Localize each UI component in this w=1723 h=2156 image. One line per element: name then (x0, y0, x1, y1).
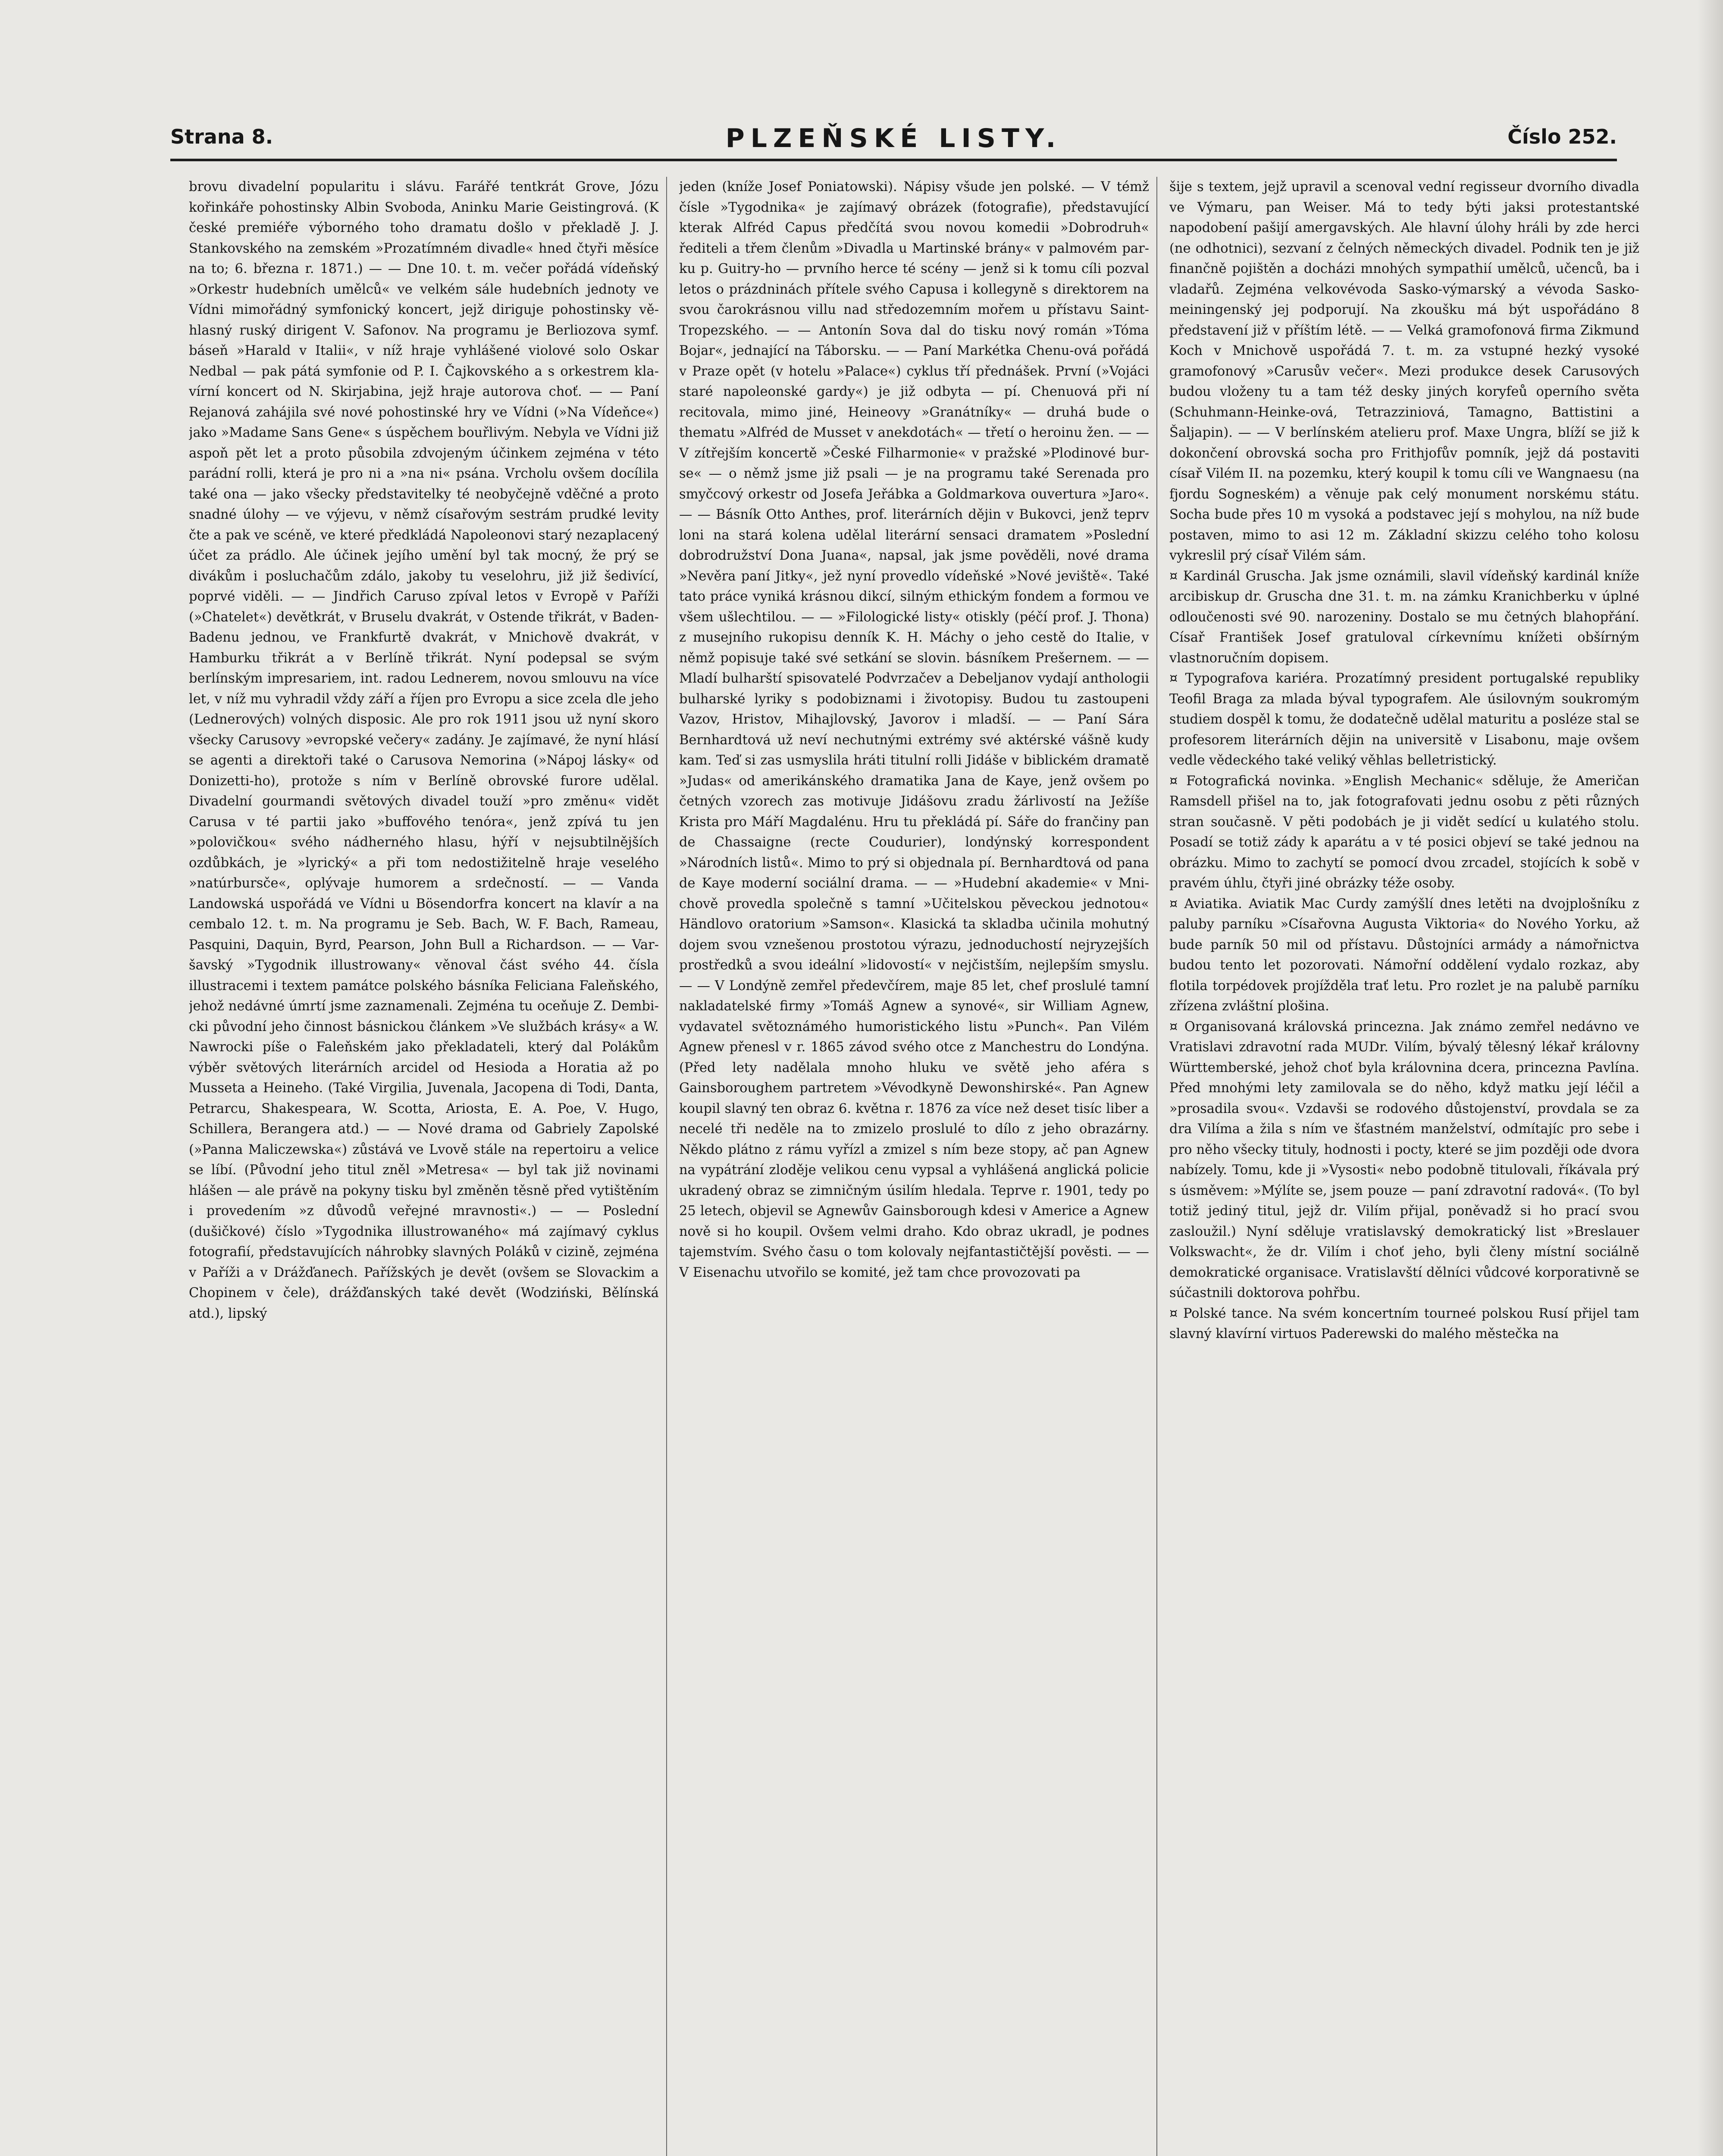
column-divider-1 (666, 177, 667, 2156)
column-1 (189, 177, 659, 2156)
header-rule (170, 159, 1617, 161)
news-item-typograf: ¤ Typografova kariéra. Prozatímný president portugalské republiky Teofil Braga za mlada býval typografem. Ale úsilovným soukromým studiem dospěl k tomu, že dodatečně udělal maturitu a posléze stal se profesorem literárních dějin na universitě v Lisabonu, maje ovšem vedle vědeckého také veliký věhlas belletristický. (1169, 671, 1639, 768)
page-number: Strana 8. (170, 125, 273, 148)
newspaper-title: PLZEŇSKÉ LISTY. (725, 123, 1062, 154)
column-2-text: jeden (kníže Josef Poniatowski). Nápisy všude jen polské. — V témž čísle »Tygodnika« je zajímavý obrázek (fotografie), představující kterak Alfréd Capus předčítá svou novou komedii »Dobrodruh« řediteli a třem členům »Divadla u Martinské brány« v palmovém parku p. Guitry-ho — prvního herce té scény — jenž si k tomu cíli pozval letos o prázdninách přítele svého Capusa i kollegyně s direktorem na svou čarokrásnou villu nad středozemním mořem u přístavu Saint-Tropezského. — — Antonín Sova dal do tisku nový román »Tóma Bojar«, jednající na Táborsku. — — Paní Markétka Chenu-ová pořádá v Praze opět (v hotelu »Palace«) cyklus tří přednášek. První (»Vojáci staré napoleonské gardy«) je již odbyta — pí. Chenuová při ní recitovala, mimo jiné, Heineovy »Granátníky« — druhá bude o thematu »Alfréd de Musset v anekdotách« — třetí o heroinu žen. — — V zítřejším koncertě »České Filharmonie« v pražské »Plodinové burse« — o němž jsme již psali — je na programu také Serenada pro smyčcový orkestr od Josefa Jeřábka a Goldmarkova ouvertura »Jaro«. — — Básník Otto Anthes, prof. literárních dějin v Bukovci, jenž teprv loni na stará kolena udělal literární sensaci dramatem »Poslední dobrodružství Dona Juana«, napsal, jak jsme pověděli, nové drama »Nevěra paní Jitky«, jež nyní provedlo vídeňské »Nové jeviště«. Také tato práce vyniká krásnou dikcí, silným ethickým fondem a formou ve všem ušlechtilou. — — »Filologické listy« otiskly (péčí prof. J. Thona) z musejního rukopisu denník K. H. Máchy o jeho cestě do Italie, v němž popisuje také své setkání se slovin. básníkem Prešernem. — — Mladí bulharští spisovatelé Podvrzačev a Debeljanov vydají anthologii bulharské lyriky s podobiznami i životopisy. Budou tu zastoupeni Vazov, Hristov, Mihajlovský, Javorov i mladší. — — Paní Sára Bernhardtová už neví nechutnými extrémy své aktérské vášně kudy kam. Teď si zas usmyslila hráti titulní rolli Jidáše v biblickém dramatě »Judas« od amerikánského dramatika Jana de Kaye, jenž ovšem po četných vzorech zas motivuje Jidášovu zradu žárlivostí na Ježíše Krista pro Máří Magdalénu. Hru tu překládá pí. Sáře do frančiny pan de Chassaigne (recte Coudurier), londýnský korrespondent »Národních listů«. Mimo to prý si objednala pí. Bernhardtová od pana de Kaye moderní sociální drama. — — »Hudební akademie« v Mnichově provedla společně s tamní »Učitelskou pěveckou jednotou« Händlovo oratorium »Samson«. Klasická ta skladba učinila mohutný dojem svou vznešenou prostotou výrazu, jednoduchostí nejryzejších prostředků a svou ideální »lidovostí« v nejčistším, nejlepším smyslu. — — V Londýně zemřel předevčírem, maje 85 let, chef proslulé tamní nakladatelské firmy »Tomáš Agnew a synové«, sir William Agnew, vydavatel světoznámého humoristického listu »Punch«. Pan Vilém Agnew přenesl v r. 1865 závod svého otce z Manchestru do Londýna. (Před lety nadělala mnoho hluku ve světě jeho aféra s Gainsboroughem partretem »Vévodkyně Dewonshirské«. Pan Agnew koupil slavný ten obraz 6. května r. 1876 za více než deset tisíc liber a necelé tři neděle na to zmizelo proslulé to dílo z jeho obrazárny. Někdo plátno z rámu vyřízl a zmizel s ním beze stopy, ač pan Agnew na vypátrání zloděje velikou cenu vypsal a vyhlášená anglická policie ukradený obraz se zimničným úsilím hledala. Teprve r. 1901, tedy po 25 letech, objevil se Agnewův Gainsborough kdesi v Americe a Agnew nově si ho koupil. Ovšem velmi draho. Kdo obraz ukradl, je podnes tajemstvím. Svého času o tom kolovaly nejfantastičtější pověsti. — — V Eisenachu utvořilo se komité, jež tam chce provozovati pa (679, 179, 1149, 1280)
column-divider-2 (1156, 177, 1157, 2156)
page-header (170, 125, 1617, 155)
column-3-text: šije s textem, jejž upravil a scenoval vední regisseur dvorního divadla ve Výmaru, pan Weiser. Má to tedy býti jaksi protestantské napodobení pašijí amergavských. Ale hlavní úlohy hráli by zde herci (ne odhotnici), sezvaní z čelných německých divadel. Podnik ten je již finančně pojištěn a docházi mnohých sympathií umělců, učenců, ba i vladařů. Zejména velkovévoda Sasko-výmarský a vévoda Sasko-meiningenský jej podporují. Na zkoušku má být uspořádáno 8 představení již v příštím létě. — — Velká gramofonová firma Zikmund Koch v Mnichově uspořádá 7. t. m. za vstupné hezký vysoké gramofonový »Carusův večer«. Mezi produkce desek Carusových budou vloženy tu a tam též desky jiných koryfeů operního světa (Schuhmann-Heinke-ová, Tetrazziniová, Tamagno, Battistini a Šaljapin). — — V berlínském atelieru prof. Maxe Ungra, blíží se již k dokončení obrovská socha pro Frithjofův pomník, jejž dá postaviti císař Vilém II. na pozemku, který koupil k tomu cíli ve Wangnaesu (na fjordu Sogneském) a věnuje pak celý monument norskému státu. Socha bude přes 10 m vysoká a podstavec její s mohylou, na níž bude postaven, mimo to asi 12 m. Základní skizzu celého toho kolosu vykreslil prý císař Vilém sám. (1169, 179, 1639, 563)
news-item-princezna: ¤ Organisovaná královská princezna. Jak známo zemřel nedávno ve Vratislavi zdravotní rada MUDr. Vilím, bývalý tělesný lékař královny Württemberské, jehož choť byla královnina dcera, princezna Pavlína. Před mnohými lety zamilovala se do něho, když matku její léčil a »prosadila svou«. Vzdavši se rodového důstojenství, provdala se za dra Vilíma a žila s ním ve šťastném manželství, odmítajíc pro sebe i pro něho všecky tituly, hodnosti i pocty, které se jim později ode dvora nabízely. Tomu, kde ji »Vysosti« nebo podobně titulovali, říkávala prý s úsměvem: »Mýlíte se, jsem pouze — paní zdravotní radová«. (To byl totiž jediný titul, jejž dr. Vilím přijal, poněvadž si ho prací svou zasloužil.) Nyní sděluje vratislavský demokratický list »Breslauer Volkswacht«, že dr. Vilím i choť jeho, byli členy místní sociálně demokratické organisace. Vratislavští dělníci vůdcové korporativně se súčastnili doktorova pohřbu. (1169, 1019, 1639, 1300)
news-item-aviatika: ¤ Aviatika. Aviatik Mac Curdy zamýšlí dnes letěti na dvojplošníku z paluby parníku »Císařovna Augusta Viktoria« do Nového Yorku, až bude parník 50 mil od přístavu. Důstojníci armády a námořnictva budou tento let pozorovati. Námořní oddělení vydalo rozkaz, aby flotila torpédovek projížděla trať letu. Pro rozlet je na palubě parníku zřízena zvláštní plošina. (1169, 896, 1639, 1014)
column-1-text: brovu divadelní popularitu i slávu. Farářé tentkrát Grove, Józu kořinkáře pohostinsky Albin Svoboda, Aninku Marie Geistingrová. (K české premiéře výborného toho dramatu došlo v překladě J. J. Stankovského na zemském »Prozatímném divadle« hned čtyři měsíce na to; 6. března r. 1871.) — — Dne 10. t. m. večer pořádá vídeňský »Orkestr hudebních umělců« ve velkém sále hudebních jednoty ve Vídni mimořádný symfonický koncert, jejž diriguje pohostinsky věhlasný ruský dirigent V. Safonov. Na programu je Berliozova symf. báseň »Harald v Italii«, v níž hraje vyhlášené violové solo Oskar Nedbal — pak pátá symfonie od P. I. Čajkovského a s orkestrem klavírní koncert od N. Skirjabina, jejž hraje autorova choť. — — Paní Rejanová zahájila své nové pohostinské hry ve Vídni (»Na Vídeňce«) jako »Madame Sans Gene« s úspěchem bouřlivým. Nebyla ve Vídni již aspoň pět let a proto působila zdvojeným účinkem zejména v této parádní rolli, která je pro ni a »na ni« psána. Vrcholu ovšem docílila také ona — jako všecky představitelky té neobyčejně vděčné a proto snadné úlohy — ve výjevu, v němž císařovým sestrám prudké levity čte a pak ve scéně, ve které předkládá Napoleonovi starý nezaplacený účet za prádlo. Ale účinek jejího umění byl tak mocný, že prý se divákům i posluchačům zdálo, jakoby tu veselohru, již již šedivící, poprvé viděli. — — Jindřich Caruso zpíval letos v Evropě v Paříži (»Chatelet«) devětkrát, v Bruselu dvakrát, v Ostende třikrát, v Baden-Badenu jednou, ve Frankfurtě dvakrát, v Mnichově dvakrát, v Hamburku třikrát a v Berlíně třikrát. Nyní podepsal se svým berlínským impresariem, int. radou Lednerem, novou smlouvu na více let, v níž mu vyhradil vždy září a říjen pro Evropu a sice zcela dle jeho (Lednerových) volných disposic. Ale pro rok 1911 jsou už nyní skoro všecky Carusovy »evropské večery« zadány. Je zajímavé, že nyní hlásí se agenti a direktoři také o Carusova Nemorina (»Nápoj lásky« od Donizetti-ho), protože s ním v Berlíně obrovské furore udělal. Divadelní gourmandi světových divadel touží »pro změnu« vidět Carusa v té partii jako »buffového tenóra«, jenž zpívá tu jen »polovičkou« svého nádherného hlasu, hýří v nejsubtilnějších ozdůbkách, je »lyrický« a při tom nedostižitelně hraje veselého »natúrbursče«, oplývaje humorem a srdečností. — — Vanda Landowská uspořádá ve Vídni u Bösendorfra koncert na klavír a na cembalo 12. t. m. Na programu je Seb. Bach, W. F. Bach, Rameau, Pasquini, Daquin, Byrd, Pearson, John Bull a Richardson. — — Varšavský »Tygodnik illustrowany« věnoval část svého 44. čísla illustracemi i textem památce polského básníka Feliciana Faleňského, jehož nedávné úmrtí jsme zaznamenali. Zejména tu oceňuje Z. Dembicki původní jeho činnost básnickou článkem »Ve službách krásy« a W. Nawrocki píše o Faleňském jako překladateli, který dal Polákům výběr světových literárních arcidel od Hesioda a Horatia až po Musseta a Heineho. (Také Virgilia, Juvenala, Jacopena di Todi, Danta, Petrarcu, Shakespeara, W. Scotta, Ariosta, E. A. Poe, V. Hugo, Schillera, Berangera atd.) — — Nové drama od Gabriely Zapolské (»Panna Maliczewska«) zůstává ve Lvově stále na repertoiru a velice se líbí. (Původní jeho titul zněl »Metresa« — byl tak již novinami hlášen — ale právě na pokyny tisku byl změněn těsně před vytištěním i provedením »z důvodů veřejné mravnosti«.) — — Poslední (dušičkové) číslo »Tygodnika illustrowaného« má zajímavý cyklus fotografií, představujících náhrobky slavných Poláků v cizině, zejména v Paříži a v Drážďanech. Pařížských je devět (ovšem se Slovackim a Chopinem v čele), drážďanských také devět (Wodziński, Bělínská atd.), lipský (189, 179, 659, 1321)
news-item-gruscha: ¤ Kardinál Gruscha. Jak jsme oznámili, slavil vídeňský kardinál kníže arcibiskup dr. Gruscha dne 31. t. m. na zámku Kranichberku v úplné odloučenosti své 90. narozeniny. Dostalo se mu četných blahopřání. Císař František Josef gratuloval církevnímu knížeti obšírným vlastnoručním dopisem. (1169, 568, 1639, 666)
news-item-foto: ¤ Fotografická novinka. »English Mechanic« sděluje, že Američan Ramsdell přišel na to, jak fotografovati jednu osobu z pěti různých stran současně. V pěti podobách je ji vidět sedící u kulatého stolu. Posadí se totiž zády k aparátu a v té posici objeví se také jednou na obrázku. Mimo to zachytí se pomocí dvou zrcadel, stojících k sobě v pravém úhlu, čtyři jiné obrázky téže osoby. (1169, 773, 1639, 891)
issue-number: Číslo 252. (1507, 125, 1617, 148)
column-3 (1169, 177, 1639, 2156)
news-item-polske-tance: ¤ Polské tance. Na svém koncertním tourneé polskou Rusí přijel tam slavný klavírní virtuos Paderewski do malého městečka na (1169, 1306, 1639, 1341)
column-2 (679, 177, 1149, 2156)
scan-edge (1697, 0, 1723, 2156)
